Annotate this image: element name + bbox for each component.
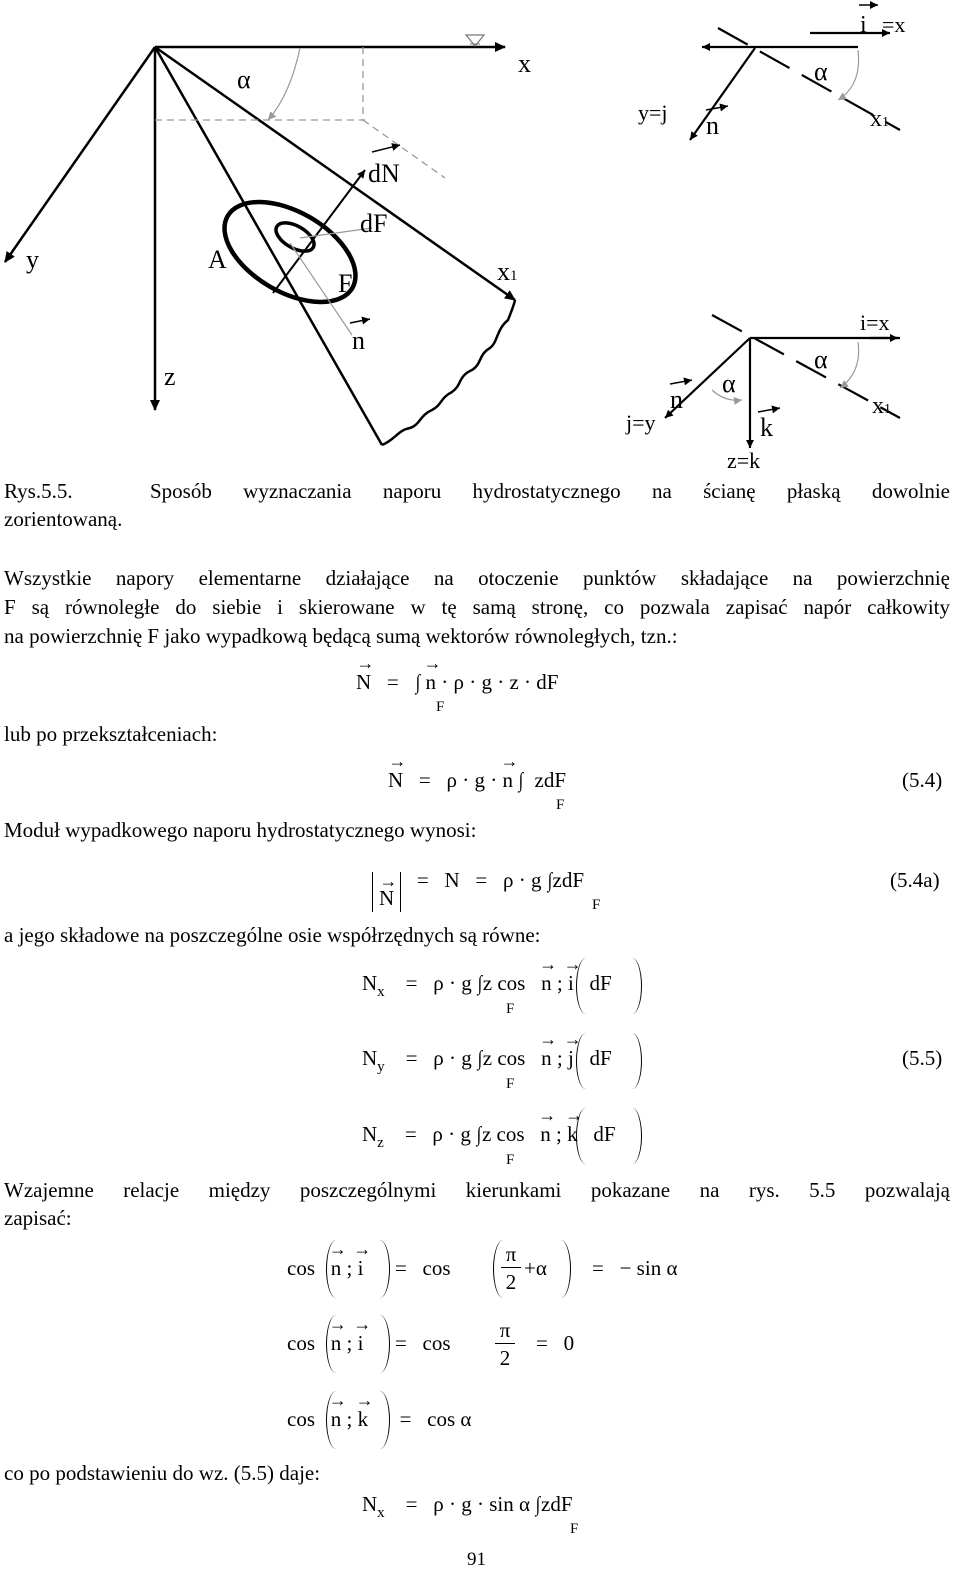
label-i-top: i: [860, 12, 867, 38]
label-i-eq-x: i=x: [860, 310, 890, 335]
paren-cos3: [326, 1391, 390, 1449]
eq-Nz-limit: F: [506, 1152, 515, 1168]
equation-cos-ni-1: cos → n ; → i = cos: [287, 1258, 451, 1279]
equation-Nz: $N_z$ = ρ · g ∫z cos → n ; → k dF: [362, 1124, 616, 1151]
equation-cos-ni-2: cos → n ; → i = cos: [287, 1333, 451, 1354]
figure-rys-5-5: [0, 0, 960, 470]
page-number: 91: [467, 1549, 486, 1570]
label-x1-main: x1: [497, 257, 518, 286]
eq-5-4a-number: (5.4a): [890, 868, 940, 892]
text-lub-po: lub po przekształceniach:: [4, 722, 218, 746]
eq-5-4-number: (5.4): [902, 768, 943, 792]
paren-Ny: [576, 1033, 642, 1089]
text-modul: Moduł wypadkowego naporu hydrostatycznego wynosi:: [4, 818, 477, 842]
caption-line2: zorientowaną.: [4, 507, 123, 531]
equation-Ny: $N_y$ = ρ · g ∫z cos → n ; → j dF: [362, 1048, 612, 1075]
paragraph-line2: F są równoległe do siebie i skierowane w tę samą stronę, co pozwala zapisać napór całkowity: [4, 595, 950, 619]
label-y-axis: y: [26, 245, 39, 274]
caption-line1: [150, 481, 950, 502]
label-dF: dF: [360, 209, 388, 238]
label-x1-top: x1: [870, 106, 889, 132]
text-wzajemne-line2: zapisać:: [4, 1206, 72, 1230]
paragraph-line1: Wszystkie napory elementarne działające na otoczenie punktów składające na powierzchnię: [4, 566, 950, 590]
eq-5-5-number: (5.5): [902, 1046, 943, 1070]
paren-Nx: [576, 958, 642, 1014]
label-z-axis: z: [164, 362, 176, 391]
eq-Nx-final-limit: F: [570, 1521, 579, 1537]
label-eq-x-top: =x: [882, 12, 906, 37]
label-alpha-bottom-left: α: [722, 369, 736, 398]
label-k: k: [760, 413, 773, 442]
paragraph-line3: na powierzchnię F jako wypadkową będącą sumą wektorów równoległych, tzn.:: [4, 624, 678, 648]
label-n-top: n: [706, 111, 719, 140]
label-n-main: n: [352, 326, 365, 355]
equation-Nx: $N_x$ = ρ · g ∫z cos → n ; → i dF: [362, 973, 612, 1000]
eq1-integral-limit: F: [436, 699, 445, 715]
equation-1: → N = ∫ → n · ρ · g · z · dF: [356, 672, 558, 693]
label-n-bottom: n: [670, 385, 683, 414]
equation-Nx-final: $N_x$ = ρ · g · sin α ∫zdF: [362, 1492, 573, 1521]
main-plate-drawing: [5, 35, 515, 445]
label-alpha-top: α: [814, 57, 828, 86]
label-dN: dN: [368, 159, 400, 188]
text-skladowe: a jego składowe na poszczególne osie współrzędnych są równe:: [4, 923, 541, 947]
eq54-integral-limit: F: [556, 797, 565, 813]
eq54a-integral-limit: F: [592, 897, 601, 913]
equation-5-4: → N = ρ · g · → n ∫ zdF: [388, 770, 566, 791]
label-z-eq-k: z=k: [727, 448, 761, 470]
paren-cos2: [326, 1315, 390, 1373]
paren-Nz: [576, 1108, 642, 1164]
label-x-axis: x: [518, 49, 531, 78]
equation-cos-nk: cos → n ; → k = cos α: [287, 1409, 471, 1430]
caption-label: Rys.5.5.: [4, 479, 73, 503]
eq-Ny-limit: F: [506, 1076, 515, 1092]
top-right-diagram: [690, 5, 900, 140]
label-alpha-main: α: [237, 65, 251, 94]
label-x1-bottom: x1: [872, 393, 891, 419]
text-wzajemne-line1: Wzajemne relacje między poszczególnymi kierunkami pokazane na rys. 5.5 pozwalają: [4, 1178, 950, 1202]
equation-5-4a: → N = N = ρ · g ∫zdF: [372, 870, 584, 922]
label-y-eq-j: y=j: [638, 100, 668, 125]
eq-Nx-limit: F: [506, 1001, 515, 1017]
text-podstawienie: co po podstawieniu do wz. (5.5) daje:: [4, 1461, 321, 1485]
paren-cos1-a: [326, 1240, 390, 1298]
frac-pi-2-b: π 2: [494, 1318, 516, 1371]
eq-zero: = 0: [536, 1331, 575, 1355]
plus-alpha: +α: [524, 1256, 547, 1280]
frac-pi-2-a: π 2: [500, 1242, 522, 1295]
eq-minus-sin: = − sin α: [592, 1256, 678, 1280]
label-F: F: [338, 269, 353, 298]
label-j-eq-y: j=y: [626, 410, 656, 435]
caption-text: Sposób wyznaczania naporu hydrostatycznego na ścianę płaską dowolnie: [150, 479, 950, 503]
label-alpha-bottom-right: α: [814, 345, 828, 374]
label-A: A: [208, 245, 227, 274]
